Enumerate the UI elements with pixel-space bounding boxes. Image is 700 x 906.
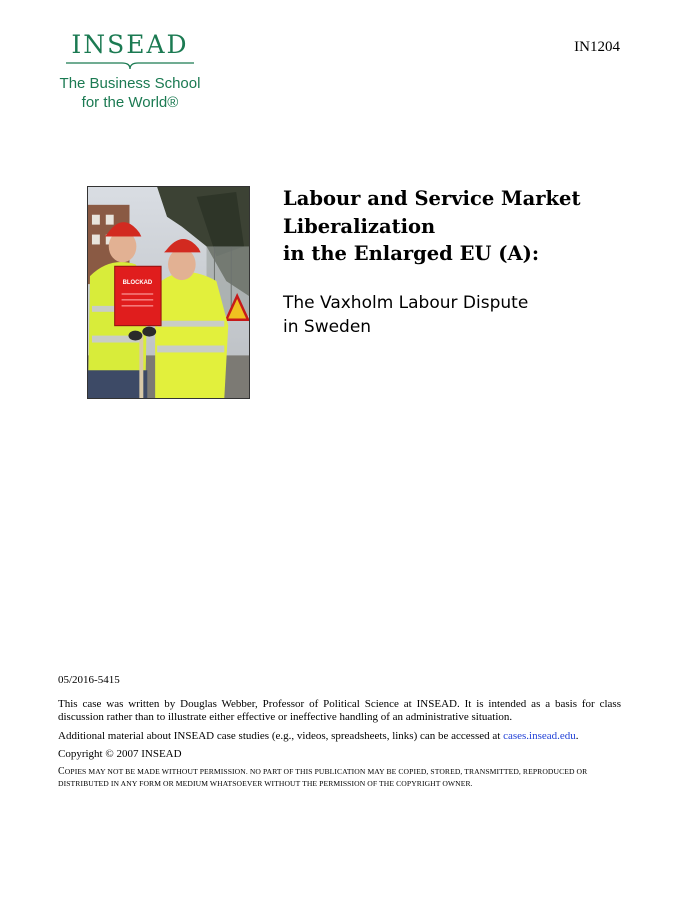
logo-wordmark: INSEAD [71,30,189,59]
copy-notice-text: OPIES MAY NOT BE MADE WITHOUT PERMISSION. NO PART OF THIS PUBLICATION MAY BE COPIED, STORED, TRANSMITTED, REPRODUCED OR DISTRIBUTED IN ANY FORM OR MEDIUM WHATSOEVER WITHOUT THE PERMISSION OF THE COPYRIGHT OWNER. [58,766,588,788]
photo-sign-text: BLOCKAD [122,280,153,287]
additional-material-end: . [575,729,579,742]
case-title-line1: Labour and Service Market [283,187,581,210]
copy-notice [58,766,621,790]
case-footer [58,674,621,790]
logo-tagline-line2: for the World® [81,94,179,111]
case-subtitle-line1: The Vaxholm Labour Dispute [283,293,529,313]
case-title [283,185,623,268]
cases-link[interactable]: cases.insead.edu [503,729,576,742]
logo-tagline [52,74,208,112]
case-code: 05/2016-5415 [58,674,120,686]
document-code: IN1204 [574,39,620,55]
logo-tagline-line1: The Business School [59,75,201,92]
logo-rule [66,61,194,71]
case-title-line2: Liberalization [283,214,436,238]
case-subtitle [283,291,623,339]
copyright-line: Copyright © 2007 INSEAD [58,748,182,760]
additional-material-note [58,730,621,744]
additional-material-text: Additional material about INSEAD case studies (e.g., videos, spreadsheets, links) can be accessed at [58,729,501,742]
copy-notice-initial: C [58,765,65,777]
insead-logo [52,30,208,112]
case-title-line3: in the Enlarged EU (A): [283,242,540,265]
cover-photo [87,186,250,399]
case-subtitle-line2: in Sweden [283,317,372,337]
authorship-note: This case was written by Douglas Webber, Professor of Political Science at INSEAD. It is intended as a basis for class discussion rather than to illustrate either effective or ineffective handling of an administrative situation. [58,697,621,723]
